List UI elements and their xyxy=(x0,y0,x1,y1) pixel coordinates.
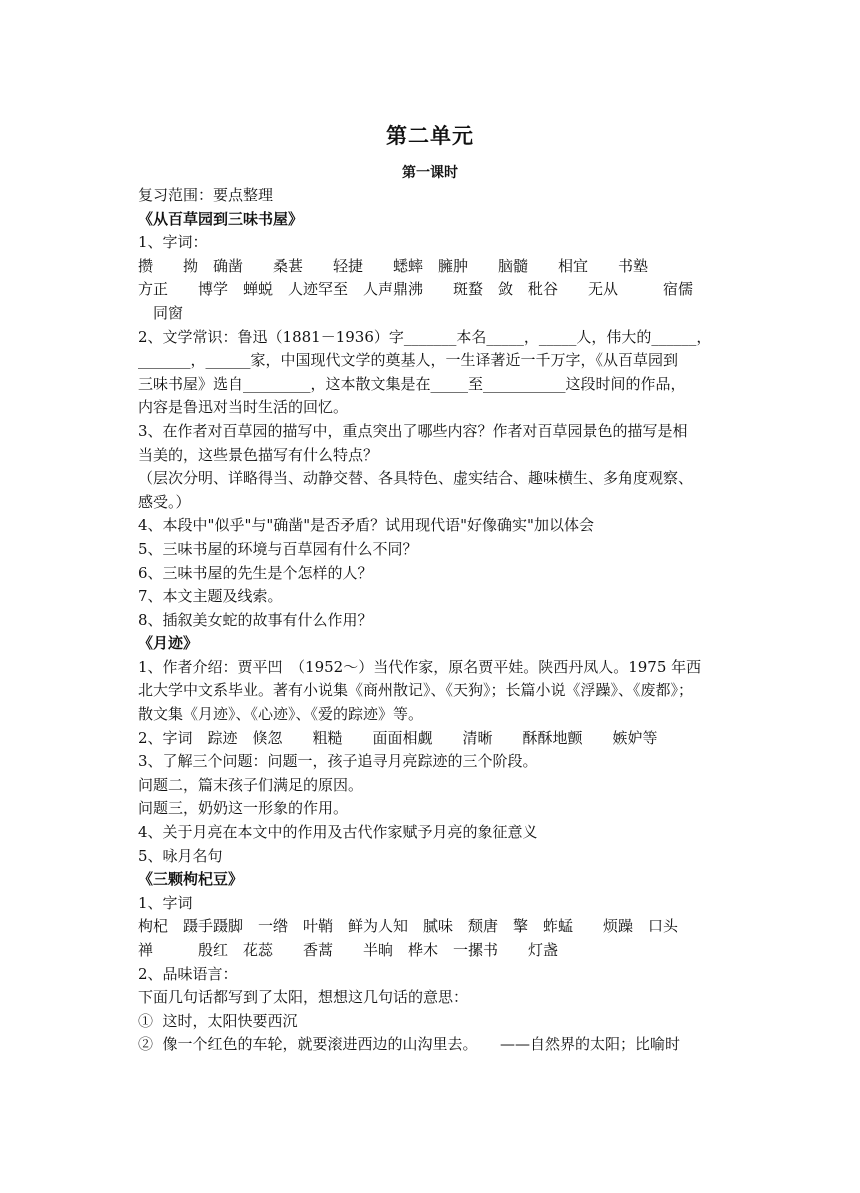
question-line: 5、咏月名句 xyxy=(138,846,223,865)
text-line: 内容是鲁迅对当时生活的回忆。 xyxy=(138,398,349,417)
list-item: ② 像一个红色的车轮，就要滚进西边的山沟里去。 ——自然界的太阳；比喻时 xyxy=(138,1035,681,1054)
answer-line: （层次分明、详略得当、动静交替、各具特色、虚实结合、趣味横生、多角度观察、 xyxy=(138,469,694,488)
text-line: 三味书屋》选自_________，这本散文集是在_____至___________这段时间的作品， xyxy=(138,374,686,393)
question-line: 7、本文主题及线索。 xyxy=(138,587,283,606)
section-heading-yueji: 《月迹》 xyxy=(138,634,199,653)
answer-line: 感受。） xyxy=(138,492,191,511)
text-line: 1、作者介绍：贾平凹 （1952～）当代作家，原名贾平娃。陕西丹凤人。1975 年西 xyxy=(138,657,702,676)
section-heading-gouqidou: 《三颗枸杞豆》 xyxy=(138,870,244,889)
vocab-line: 同窗 xyxy=(138,303,184,322)
section-heading-baicaoyuan: 《从百草园到三味书屋》 xyxy=(138,209,304,228)
text-line: _______，______家，中国现代文学的奠基人，一生译著近一千万字，《从百草园到 xyxy=(138,351,679,370)
text-line: 下面几句话都写到了太阳，想想这几句话的意思： xyxy=(138,988,469,1007)
vocab-line: 方正 博学 蝉蜕 人迹罕至 人声鼎沸 斑蝥 敛 秕谷 无从 宿儒 xyxy=(138,280,694,299)
question-line: 3、了解三个问题：问题一，孩子追寻月亮踪迹的三个阶段。 xyxy=(138,752,538,771)
question-line: 当美的，这些景色描写有什么特点？ xyxy=(138,445,379,464)
list-item: ① 这时，太阳快要西沉 xyxy=(138,1011,298,1030)
lesson-subtitle: 第一课时 xyxy=(402,165,458,181)
text-line: 散文集《月迹》、《心迹》、《爱的踪迹》等。 xyxy=(138,705,424,724)
review-scope: 复习范围：要点整理 xyxy=(138,186,274,204)
question-line: 5、三味书屋的环境与百草园有什么不同？ xyxy=(138,539,418,558)
text-line: 2、品味语言： xyxy=(138,964,238,983)
text-line: 1、字词： xyxy=(138,233,208,252)
vocab-line: 枸杞 蹑手蹑脚 一绺 叶鞘 鲜为人知 腻味 颓唐 擎 蚱蜢 烦躁 口头 xyxy=(138,917,679,936)
question-line: 4、本段中"似乎"与"确凿"是否矛盾？试用现代语"好像确实"加以体会 xyxy=(138,516,594,535)
text-line: 1、字词 xyxy=(138,893,193,912)
question-line: 8、插叙美女蛇的故事有什么作用？ xyxy=(138,610,373,629)
text-line: 2、文学常识：鲁迅（1881－1936）字_______本名_____，_____人，伟大的______， xyxy=(138,327,712,346)
question-line: 问题三，奶奶这一形象的作用。 xyxy=(138,799,349,818)
vocab-line: 禅 殷红 花蕊 香蒿 半晌 桦木 一摞书 灯盏 xyxy=(138,941,559,959)
vocab-line: 攒 拗 确凿 桑葚 轻捷 蟋蟀 臃肿 脑髓 相宜 书塾 xyxy=(138,256,649,275)
question-line: 6、三味书屋的先生是个怎样的人？ xyxy=(138,563,373,582)
vocab-line: 2、字词 踪迹 倏忽 粗糙 面面相觑 清晰 酥酥地颤 嫉妒等 xyxy=(138,728,658,747)
document-body xyxy=(138,184,728,1057)
question-line: 3、在作者对百草园的描写中，重点突出了哪些内容？作者对百草园景色的描写是相 xyxy=(138,421,688,440)
unit-title: 第二单元 xyxy=(386,124,474,148)
question-line: 问题二，篇末孩子们满足的原因。 xyxy=(138,775,364,794)
text-line: 北大学中文系毕业。著有小说集《商州散记》、《天狗》；长篇小说《浮躁》、《废都》； xyxy=(138,681,694,700)
question-line: 4、关于月亮在本文中的作用及古代作家赋予月亮的象征意义 xyxy=(138,823,538,842)
